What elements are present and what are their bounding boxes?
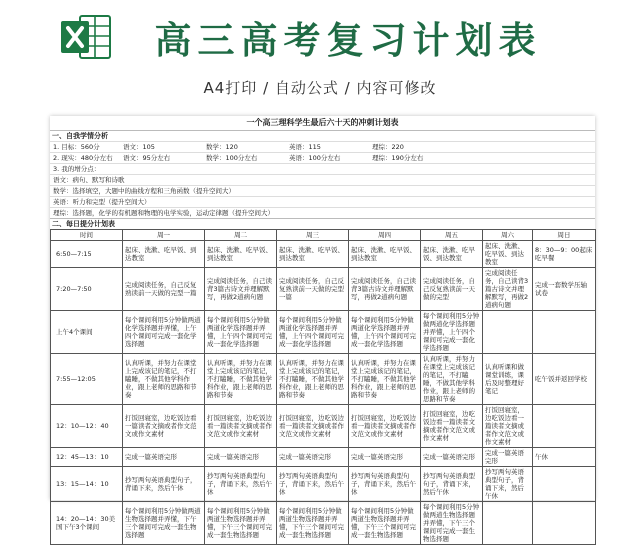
daily-plan-table [50, 229, 596, 545]
page-title: 高三高考复习计划表 [154, 19, 542, 62]
growth-item: 理综：选择题，化学的有机题和物理的电学实验，运动定律题（提升空间大） [50, 207, 595, 218]
table-header-row [51, 230, 596, 241]
plan-cell: 完成一篇英语完形 [123, 448, 205, 467]
plan-cell: 完成阅读任务，自己读背3篇古诗文并理解默写，再做2道病句题 [483, 268, 533, 311]
plan-cell: 每个课间利用5分钟做两道化学选择题并弄懂，上午四个课间可完成一套化学选择题 [421, 311, 483, 354]
plan-cell: 起床、洗漱、吃早饭、到达教室 [277, 241, 349, 268]
time-cell: 7:55—12:05 [51, 354, 123, 405]
plan-cell [533, 405, 596, 448]
time-cell: 上午4个课间 [51, 311, 123, 354]
plan-cell: 抄写两句英语典型句子，背诵下来，然后午休 [123, 467, 205, 502]
goal-cell: 1. 目标：560分 [50, 141, 120, 152]
plan-cell: 认真听课，并努力在课堂上完成该记的笔记，不打瞌睡，不做其他学科作业，跟上老师的思路和节奏 [123, 354, 205, 405]
plan-cell: 起床、洗漱、吃早饭、到达教室 [483, 241, 533, 268]
section-heading: 一、自我学情分析 [50, 130, 595, 141]
plan-cell: 抄写两句英语典型句子，背诵下来，然后午休 [277, 467, 349, 502]
plan-cell: 每个课间利用5分钟做两道生物选择题并弄懂，下午三个课间可完成一套生物选择题 [349, 502, 421, 545]
plan-cell: 每个课间利用5分钟做两道生物选择题并弄懂，下午三个课间可完成一套生物选择题 [123, 502, 205, 545]
goal-cell: 数学：120 [203, 141, 286, 152]
table-row [51, 467, 596, 502]
table-row [51, 311, 596, 354]
plan-cell: 打饭回寝室，边吃饭边看一篇读者文摘或者作文范文或作文素材 [205, 405, 277, 448]
plan-cell: 认真听课，并努力在课堂上完成该记的笔记，不打瞌睡，不做其他学科作业，跟上老师的思路和节奏 [349, 354, 421, 405]
time-cell: 7:20—7:50 [51, 268, 123, 311]
table-row [51, 405, 596, 448]
section-heading: 二、每日提分计划表 [50, 218, 595, 229]
excel-icon [60, 13, 112, 61]
time-cell: 13：15—14：10 [51, 467, 123, 502]
plan-cell: 完成一篇英语完形 [205, 448, 277, 467]
column-header: 周六 [483, 230, 533, 241]
page-subtitle: A4打印 / 自动公式 / 内容可修改 [203, 79, 437, 97]
spreadsheet-preview [50, 116, 595, 543]
plan-cell: 抄写两句英语典型句子，背诵下来，然后午休 [349, 467, 421, 502]
plan-cell: 完成一篇英语完形 [277, 448, 349, 467]
plan-cell: 起床、洗漱、吃早饭、到达教室 [349, 241, 421, 268]
current-row [50, 152, 595, 163]
plan-cell: 完成阅读任务，自己读背3篇古诗文并理解默写，再做2道病句题 [205, 268, 277, 311]
plan-cell: 打饭回寝室，边吃饭边看一篇读者文摘或者作文范文或作文素材 [277, 405, 349, 448]
plan-cell: 午休 [533, 448, 596, 467]
plan-cell [483, 502, 533, 545]
plan-cell: 认真听课和做课堂训练，课后及时整理好笔记 [483, 354, 533, 405]
plan-cell: 完成一篇英语完形 [483, 448, 533, 467]
goal-cell: 理综：220 [369, 141, 595, 152]
plan-cell: 打饭回寝室，边吃饭边看一篇读者文摘或者作文范文或作文素材 [349, 405, 421, 448]
plan-cell: 每个课间利用5分钟做两道生物选择题并弄懂，下午三个课间可完成一套生物选择题 [277, 502, 349, 545]
time-cell: 14：20—14：30美国下午3个课间 [51, 502, 123, 545]
plan-cell: 起床、洗漱、吃早饭、到达教室 [123, 241, 205, 268]
plan-cell: 完成阅读任务，自己反复熟读前一天做的完型一篇 [277, 268, 349, 311]
time-cell: 12：10—12：40 [51, 405, 123, 448]
plan-cell: 打饭回寝室，边吃饭边看一篇读者文摘或者作文范文或作文素材 [483, 405, 533, 448]
current-cell: 英语：100分左右 [286, 152, 369, 163]
plan-cell: 完成一篇英语完形 [421, 448, 483, 467]
column-header: 周一 [123, 230, 205, 241]
plan-cell: 认真听课，并努力在课堂上完成该记的笔记，不打瞌睡，不做其他学科作业，跟上老师的思路和节奏 [205, 354, 277, 405]
goal-cell: 语文：105 [120, 141, 203, 152]
plan-cell: 吃午饭并返回学校 [533, 354, 596, 405]
growth-item: 数学：选择填空，大题中的曲线方程和三角函数（提升空间大） [50, 185, 595, 196]
column-header: 周二 [205, 230, 277, 241]
growth-item: 语文：病句、默写和诗歌 [50, 174, 595, 185]
column-header: 时间 [51, 230, 123, 241]
plan-cell: 每个课间利用5分钟做两道化学选择题并弄懂，上午四个课间可完成一套化学选择题 [123, 311, 205, 354]
plan-cell: 完成阅读任务，自己读背3篇古诗文并理解默写，再做2道病句题 [349, 268, 421, 311]
table-row [51, 502, 596, 545]
plan-cell: 完成阅读任务，自己反复熟读前一天做的完型一篇 [123, 268, 205, 311]
table-row [51, 241, 596, 268]
plan-cell: 认真听课，并努力在课堂上完成该记的笔记，不打瞌睡，不做其他学科作业，跟上老师的思路和节奏 [421, 354, 483, 405]
column-header: 周三 [277, 230, 349, 241]
plan-cell: 抄写两句英语典型句子，背诵下来，然后午休 [483, 467, 533, 502]
column-header: 周日 [533, 230, 596, 241]
plan-cell: 抄写两句英语典型句子，背诵下来，然后午休 [205, 467, 277, 502]
plan-cell: 起床、洗漱、吃早饭、到达教室 [421, 241, 483, 268]
plan-cell: 完成一套数学压轴试卷 [533, 268, 596, 311]
goal-row [50, 141, 595, 152]
plan-cell: 认真听课，并努力在课堂上完成该记的笔记，不打瞌睡，不做其他学科作业，跟上老师的思路和节奏 [277, 354, 349, 405]
plan-cell [483, 311, 533, 354]
plan-cell: 每个课间利用5分钟做两道化学选择题并弄懂，上午四个课间可完成一套化学选择题 [205, 311, 277, 354]
plan-cell: 完成阅读任务，自己反复熟读前一天做的完型 [421, 268, 483, 311]
plan-cell [533, 502, 596, 545]
column-header: 周五 [421, 230, 483, 241]
plan-cell [533, 467, 596, 502]
plan-cell: 每个课间利用5分钟做两道生物选择题并弄懂，下午三个课间可完成一套生物选择题 [205, 502, 277, 545]
plan-cell: 打饭回寝室，边吃饭边看一篇读者文摘或者作文范文或作文素材 [421, 405, 483, 448]
plan-cell: 每个课间利用5分钟做两道生物选择题并弄懂，下午三个课间可完成一套生物选择题 [421, 502, 483, 545]
plan-cell: 8：30—9：00起床吃早餐 [533, 241, 596, 268]
table-row [51, 354, 596, 405]
banner [0, 0, 640, 74]
growth-item: 英语：听力和完型（提升空间大） [50, 196, 595, 207]
plan-cell: 抄写两句英语典型句子，背诵下来，然后午休 [421, 467, 483, 502]
time-cell: 6:50—7:15 [51, 241, 123, 268]
current-cell: 2. 现实：480分左右 [50, 152, 120, 163]
plan-cell [533, 311, 596, 354]
goal-cell: 英语：115 [286, 141, 369, 152]
table-row [51, 448, 596, 467]
current-cell: 语文：95分左右 [120, 152, 203, 163]
plan-cell: 起床、洗漱、吃早饭、到达教室 [205, 241, 277, 268]
current-cell: 数学：100分左右 [203, 152, 286, 163]
plan-cell: 完成一篇英语完形 [349, 448, 421, 467]
document-title: 一个高三理科学生最后六十天的冲刺计划表 [246, 118, 399, 127]
plan-cell: 打饭回寝室，边吃饭边看一篇读者文摘或者作文范文或作文素材 [123, 405, 205, 448]
time-cell: 12：45—13：10 [51, 448, 123, 467]
plan-cell: 每个课间利用5分钟做两道化学选择题并弄懂，上午四个课间可完成一套化学选择题 [277, 311, 349, 354]
column-header: 周四 [349, 230, 421, 241]
plan-cell: 每个课间利用5分钟做两道化学选择题并弄懂，上午四个课间可完成一套化学选择题 [349, 311, 421, 354]
growth-label: 3. 我的增分点： [50, 163, 595, 174]
table-row [51, 268, 596, 311]
current-cell: 理综：190分左右 [369, 152, 595, 163]
